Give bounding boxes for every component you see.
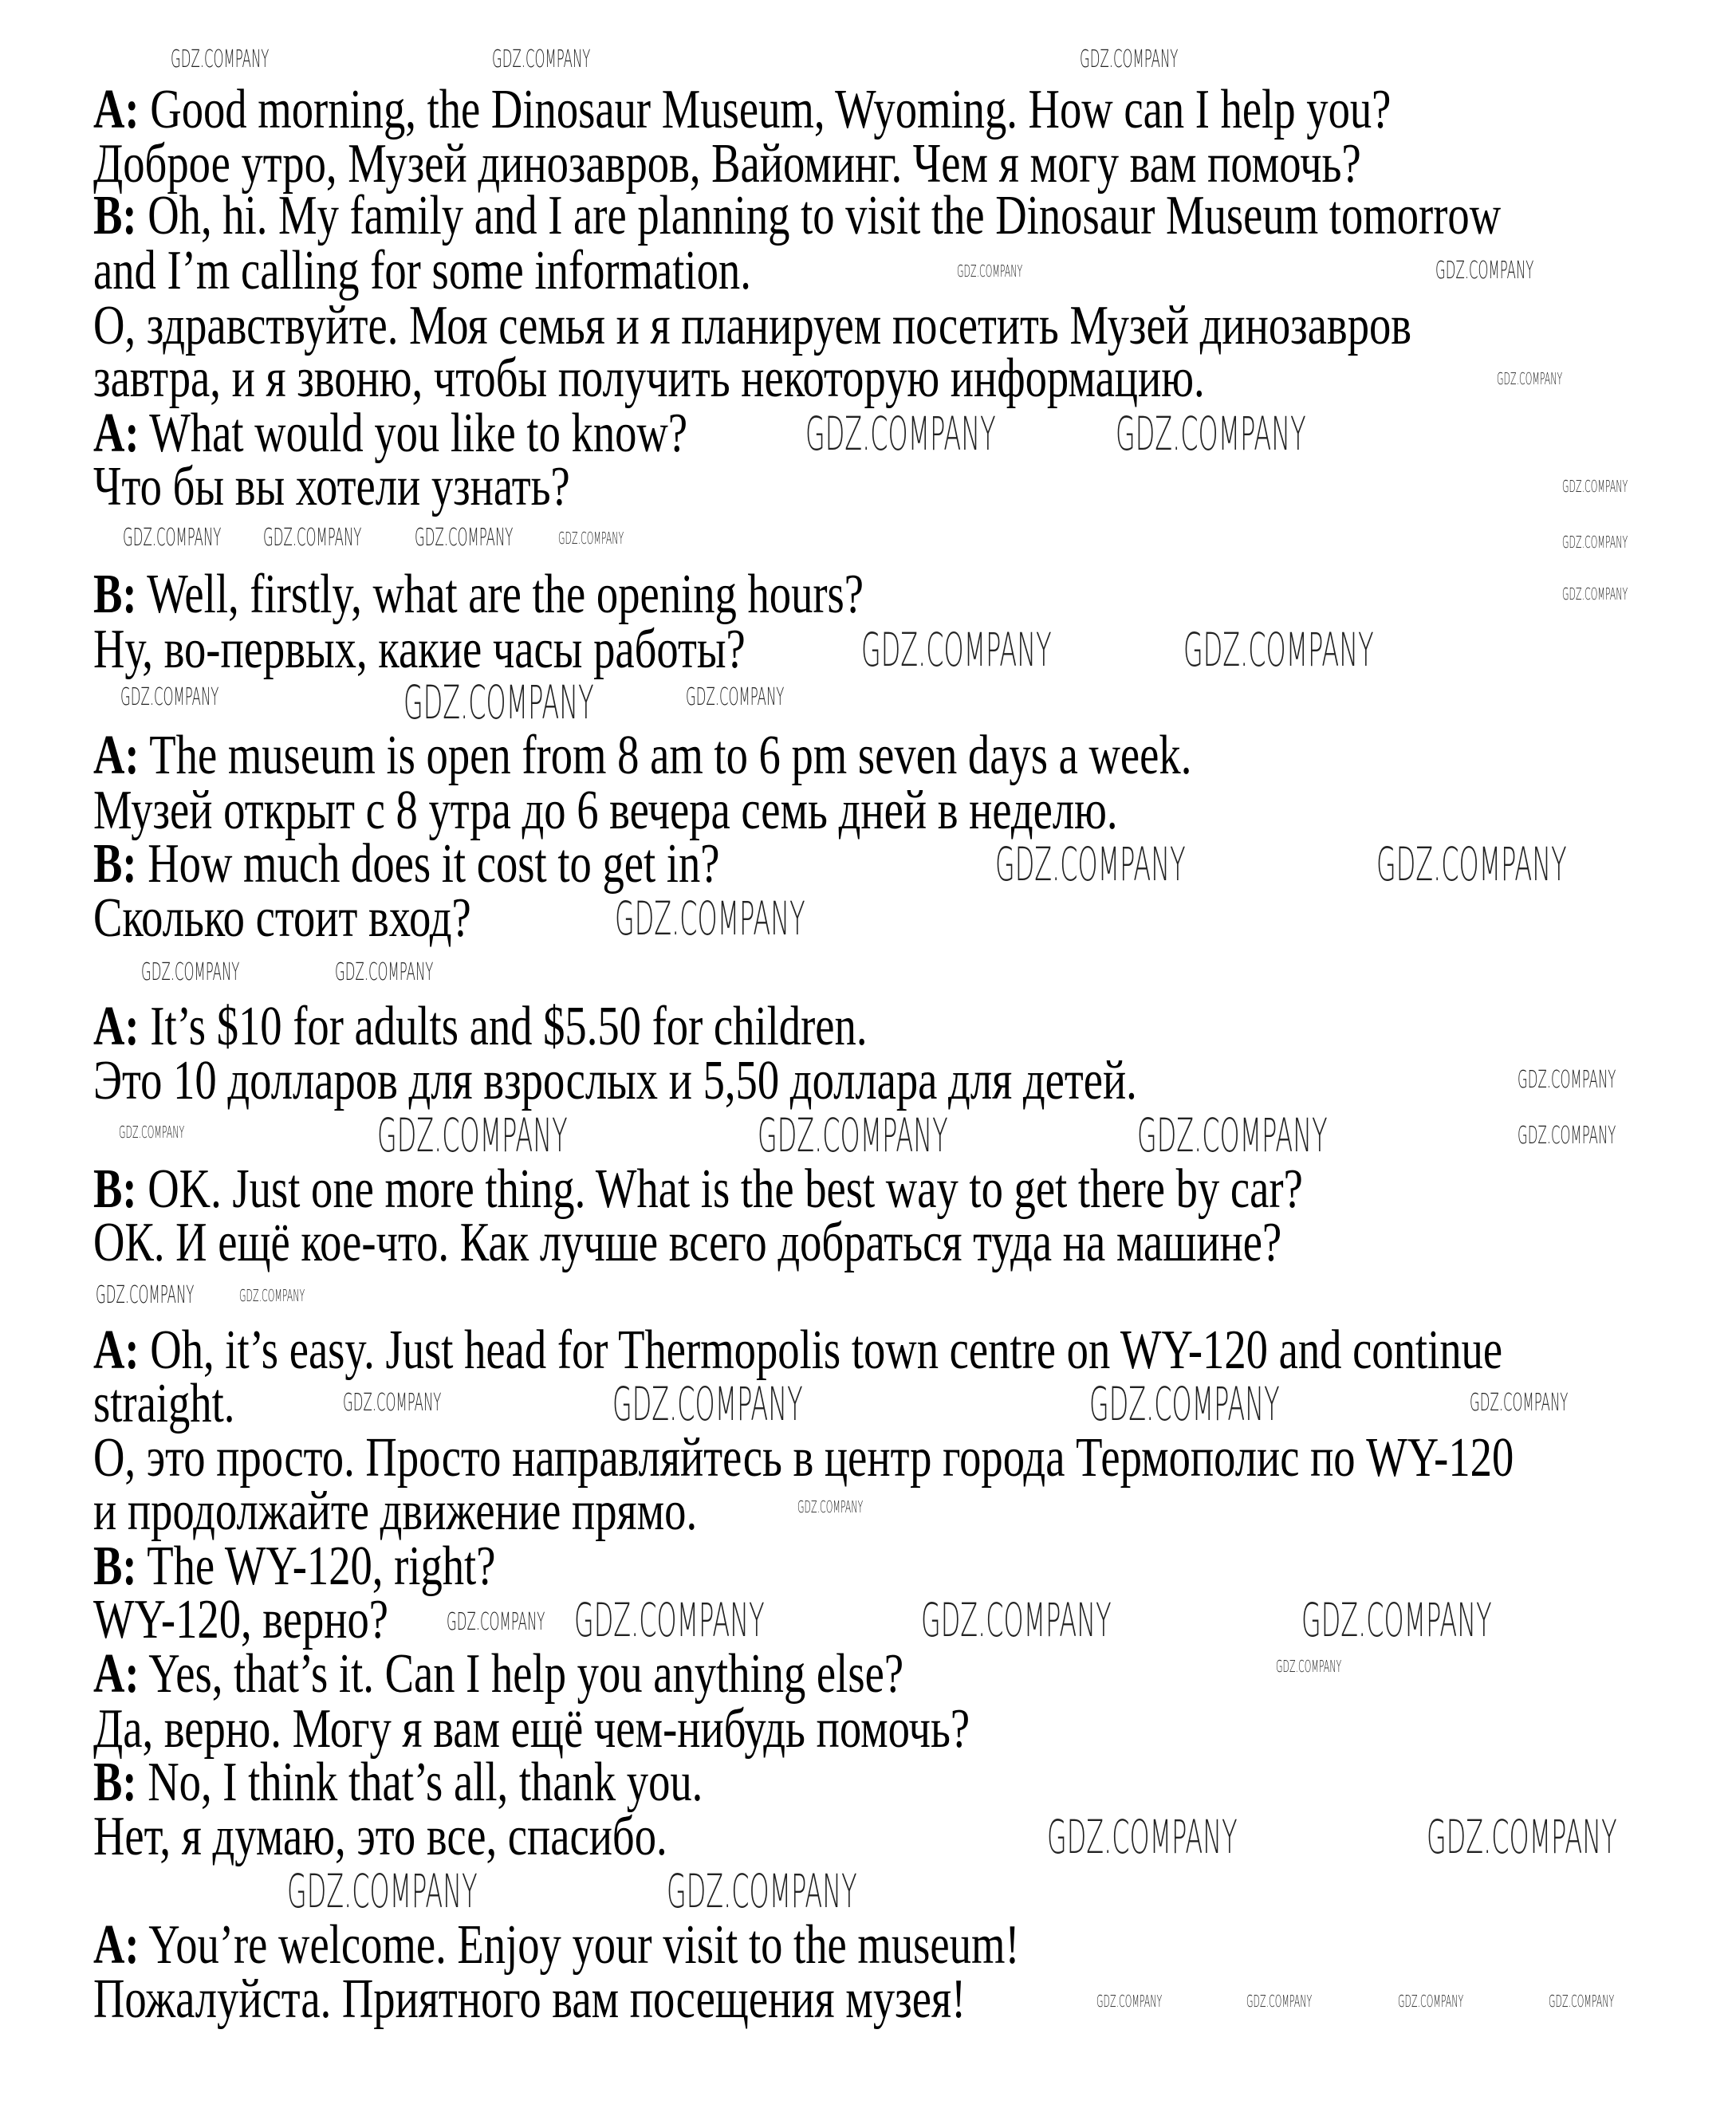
watermark: GDZ.COMPANY (123, 524, 222, 552)
watermark: GDZ.COMPANY (119, 1123, 185, 1142)
dialogue-line: Это 10 долларов для взрослых и 5,50 доллара для детей. (93, 1050, 1137, 1111)
watermark: GDZ.COMPANY (558, 529, 624, 548)
watermark: GDZ.COMPANY (1427, 1810, 1617, 1864)
dialogue-line: Пожалуйста. Приятного вам посещения музея! (93, 1969, 966, 2030)
speaker-label: A: (93, 725, 140, 786)
watermark: GDZ.COMPANY (1549, 1992, 1615, 2011)
watermark: GDZ.COMPANY (287, 1864, 478, 1918)
watermark: GDZ.COMPANY (415, 524, 514, 552)
line-text: Oh, hi. My family and I are planning to visit the Dinosaur Museum tomorrow (136, 185, 1502, 246)
line-text: What would you like to know? (139, 403, 688, 464)
watermark: GDZ.COMPANY (1562, 584, 1628, 604)
line-text: OK. Just one more thing. What is the best way to get there by car? (136, 1158, 1303, 1220)
dialogue-line: Ну, во-первых, какие часы работы? (93, 619, 746, 680)
watermark: GDZ.COMPANY (1562, 533, 1628, 552)
watermark: GDZ.COMPANY (667, 1864, 857, 1918)
watermark: GDZ.COMPANY (612, 1377, 803, 1431)
watermark: GDZ.COMPANY (995, 837, 1186, 891)
watermark: GDZ.COMPANY (686, 683, 785, 711)
watermark: GDZ.COMPANY (492, 45, 591, 73)
dialogue-line (93, 1536, 496, 1597)
watermark: GDZ.COMPANY (861, 623, 1052, 677)
speaker-label: B: (93, 833, 137, 895)
dialogue-line (93, 185, 1502, 246)
speaker-label: B: (93, 185, 137, 246)
watermark: GDZ.COMPANY (1518, 1122, 1616, 1150)
watermark: GDZ.COMPANY (921, 1593, 1112, 1647)
line-text: No, I think that’s all, thank you. (136, 1752, 703, 1813)
dialogue-line: Да, верно. Могу я вам ещё чем-нибудь помочь? (93, 1698, 970, 1760)
watermark: GDZ.COMPANY (1246, 1992, 1313, 2011)
watermark: GDZ.COMPANY (171, 45, 270, 73)
dialogue-line (93, 564, 864, 625)
line-text: The WY-120, right? (136, 1536, 496, 1597)
watermark: GDZ.COMPANY (1518, 1066, 1616, 1094)
dialogue-line: WY-120, верно? (93, 1589, 389, 1650)
watermark: GDZ.COMPANY (1435, 257, 1534, 285)
dialogue-line (93, 1320, 1503, 1381)
dialogue-line: Доброе утро, Музей динозавров, Вайоминг. Чем я могу вам помочь? (93, 133, 1361, 195)
watermark: GDZ.COMPANY (1562, 477, 1628, 496)
watermark: GDZ.COMPANY (120, 683, 219, 711)
dialogue-line (93, 79, 1392, 140)
watermark: GDZ.COMPANY (96, 1281, 195, 1309)
line-text: Yes, that’s it. Can I help you anything else? (139, 1643, 904, 1705)
watermark: GDZ.COMPANY (615, 891, 805, 946)
watermark: GDZ.COMPANY (957, 262, 1023, 281)
speaker-label: A: (93, 79, 140, 140)
dialogue-line: Музей открыт с 8 утра до 6 вечера семь дней в неделю. (93, 780, 1118, 841)
dialogue-line (93, 1752, 703, 1813)
dialogue-line (93, 403, 688, 464)
line-text: Oh, it’s easy. Just head for Thermopolis town centre on WY-120 and continue (139, 1320, 1503, 1381)
watermark: GDZ.COMPANY (1497, 369, 1563, 388)
watermark: GDZ.COMPANY (447, 1608, 545, 1636)
dialogue-line (93, 833, 720, 895)
dialogue-line (93, 1158, 1303, 1220)
line-text: Well, firstly, what are the opening hours? (136, 564, 864, 625)
watermark: GDZ.COMPANY (1183, 623, 1374, 677)
watermark: GDZ.COMPANY (805, 407, 996, 461)
watermark: GDZ.COMPANY (377, 1108, 568, 1162)
watermark: GDZ.COMPANY (1470, 1389, 1569, 1417)
watermark: GDZ.COMPANY (1301, 1593, 1492, 1647)
dialogue-line: завтра, и я звоню, чтобы получить некоторую информацию. (93, 348, 1205, 409)
dialogue-line: О, это просто. Просто направляйтесь в центр города Термополис по WY-120 (93, 1427, 1514, 1489)
watermark: GDZ.COMPANY (1089, 1377, 1280, 1431)
line-text: It’s $10 for adults and $5.50 for children. (139, 996, 868, 1057)
dialogue-line (93, 1643, 904, 1705)
watermark: GDZ.COMPANY (574, 1593, 765, 1647)
dialogue-line: Нет, я думаю, это все, спасибо. (93, 1806, 667, 1867)
dialogue-line: О, здравствуйте. Моя семья и я планируем посетить Музей динозавров (93, 295, 1412, 356)
speaker-label: B: (93, 564, 137, 625)
watermark: GDZ.COMPANY (1096, 1992, 1163, 2011)
watermark: GDZ.COMPANY (1398, 1992, 1464, 2011)
watermark: GDZ.COMPANY (758, 1108, 948, 1162)
speaker-label: B: (93, 1158, 137, 1220)
line-text: You’re welcome. Enjoy your visit to the museum! (139, 1914, 1020, 1976)
speaker-label: A: (93, 1320, 140, 1381)
dialogue-line: straight. (93, 1373, 235, 1434)
line-text: How much does it cost to get in? (136, 833, 720, 895)
watermark: GDZ.COMPANY (335, 958, 434, 986)
speaker-label: A: (93, 1643, 140, 1705)
watermark: GDZ.COMPANY (1047, 1810, 1238, 1864)
watermark: GDZ.COMPANY (1116, 407, 1306, 461)
watermark: GDZ.COMPANY (403, 675, 594, 730)
speaker-label: A: (93, 996, 140, 1057)
line-text: Good morning, the Dinosaur Museum, Wyoming. How can I help you? (139, 79, 1392, 140)
dialogue-line: Сколько стоит вход? (93, 887, 471, 949)
watermark: GDZ.COMPANY (239, 1286, 305, 1305)
watermark: GDZ.COMPANY (1276, 1657, 1342, 1676)
dialogue-line (93, 725, 1192, 786)
speaker-label: B: (93, 1752, 137, 1813)
watermark: GDZ.COMPANY (263, 524, 362, 552)
watermark: GDZ.COMPANY (1376, 837, 1567, 891)
dialogue-line: and I’m calling for some information. (93, 240, 751, 301)
speaker-label: A: (93, 403, 140, 464)
dialogue-line (93, 1914, 1020, 1976)
watermark: GDZ.COMPANY (343, 1389, 442, 1417)
watermark: GDZ.COMPANY (1080, 45, 1179, 73)
dialogue-line: Что бы вы хотели узнать? (93, 456, 570, 517)
dialogue-line: и продолжайте движение прямо. (93, 1481, 698, 1542)
dialogue-line (93, 996, 868, 1057)
speaker-label: B: (93, 1536, 137, 1597)
watermark: GDZ.COMPANY (797, 1497, 864, 1516)
dialogue-line: ОК. И ещё кое-что. Как лучше всего добраться туда на машине? (93, 1212, 1282, 1273)
watermark: GDZ.COMPANY (141, 958, 240, 986)
line-text: The museum is open from 8 am to 6 pm seven days a week. (139, 725, 1192, 786)
speaker-label: A: (93, 1914, 140, 1976)
watermark: GDZ.COMPANY (1137, 1108, 1328, 1162)
